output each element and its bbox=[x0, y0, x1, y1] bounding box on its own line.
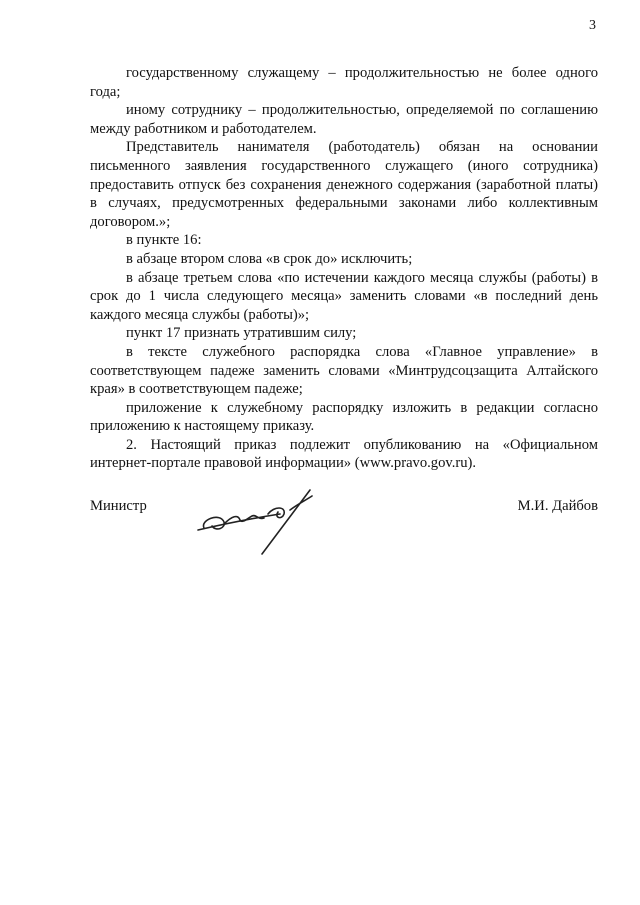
paragraph-10: 2. Настоящий приказ подлежит опубликованию на «Официальном интернет-портале правовой информации» (www.pravo.gov.ru). bbox=[90, 436, 598, 472]
signatory-title: Министр bbox=[90, 498, 147, 514]
signature-block bbox=[90, 498, 598, 578]
paragraph-8: в тексте служебного распорядка слова «Главное управление» в соответствующем падеже заменить словами «Минтрудсоцзащита Алтайского края» в соответствующем падеже; bbox=[90, 343, 598, 398]
page-number: 3 bbox=[589, 18, 596, 33]
paragraph-6: в абзаце третьем слова «по истечении каждого месяца службы (работы) в срок до 1 числа следующего месяца» заменить словами «в последний день каждого месяца службы (работы)»; bbox=[90, 269, 598, 323]
paragraph-4: в пункте 16: bbox=[126, 232, 202, 249]
paragraph-1: государственному служащему – продолжительностью не более одного года; bbox=[90, 65, 598, 100]
paragraph-7: пункт 17 признать утратившим силу; bbox=[126, 325, 357, 342]
paragraph-3: Представитель нанимателя (работодатель) обязан на основании письменного заявления государственного служащего (иного сотрудника) предоставить отпуск без сохранения денежного содержания (заработной платы) в случаях, предусмотренных федеральными законами либо коллективным договором.»; bbox=[90, 139, 598, 230]
paragraph-9: приложение к служебному распорядку изложить в редакции согласно приложению к настоящему приказу. bbox=[90, 399, 598, 435]
document-body bbox=[90, 64, 598, 473]
paragraph-5: в абзаце втором слова «в срок до» исключить; bbox=[126, 250, 413, 267]
handwritten-signature bbox=[194, 484, 334, 556]
paragraph-2: иному сотруднику – продолжительностью, определяемой по соглашению между работником и работодателем. bbox=[90, 102, 598, 137]
signatory-name: М.И. Дайбов bbox=[517, 498, 598, 514]
